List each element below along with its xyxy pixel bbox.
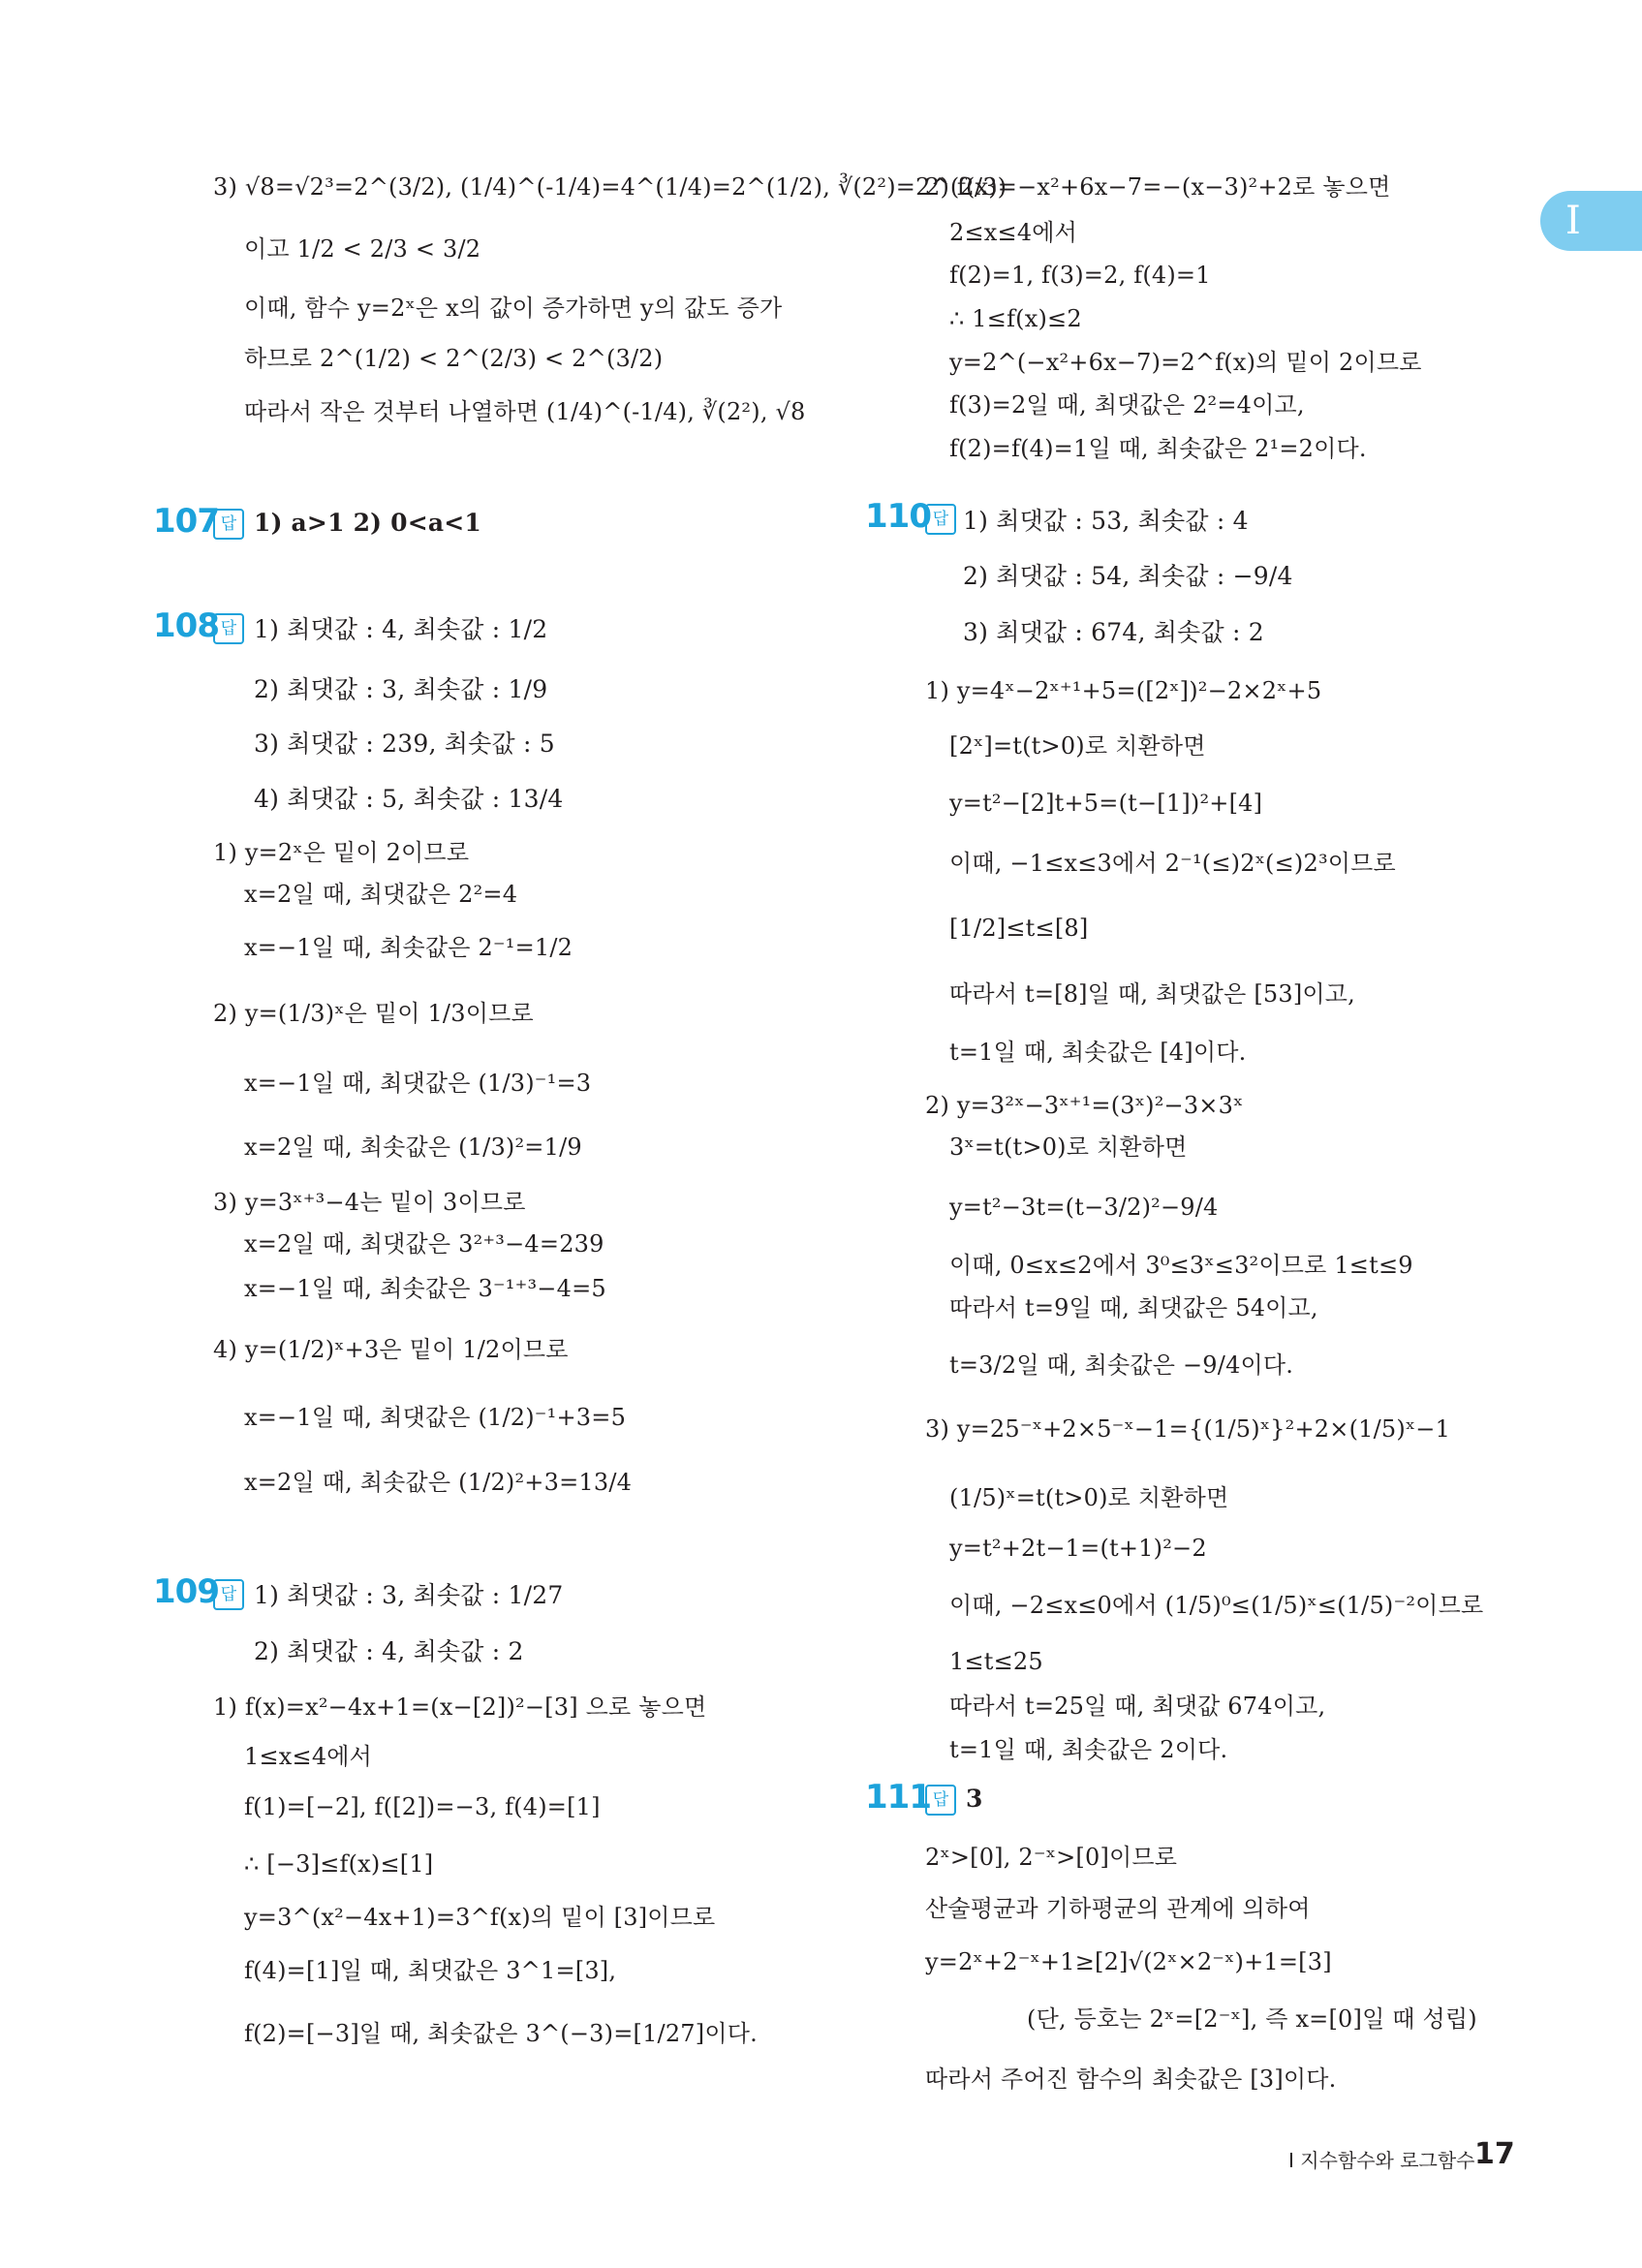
left-line: 2) y=(1/3)ˣ은 밑이 1/3이므로 [213, 1000, 534, 1027]
left-line: x=2일 때, 최솟값은 (1/3)²=1/9 [244, 1134, 582, 1161]
left-line: 3) √8=√2³=2^(3/2), (1/4)^(-1/4)=4^(1/4)=2^(1/2), ∛(2²)=2^(2/3) [213, 173, 1007, 201]
answer-badge: 답 [925, 1785, 956, 1816]
answer-badge: 답 [213, 613, 244, 644]
right-line: 따라서 주어진 함수의 최솟값은 [3]이다. [925, 2066, 1337, 2093]
right-line: 2) y=3²ˣ−3ˣ⁺¹=(3ˣ)²−3×3ˣ [925, 1092, 1244, 1119]
left-line: x=2일 때, 최댓값은 3²⁺³−4=239 [244, 1230, 604, 1258]
right-line: y=2ˣ+2⁻ˣ+1≥[2]√(2ˣ×2⁻ˣ)+1=[3] [925, 1948, 1332, 1975]
left-line: ∴ [−3]≤f(x)≤[1] [244, 1850, 434, 1878]
right-line: 따라서 t=[8]일 때, 최댓값은 [53]이고, [949, 980, 1356, 1008]
footer-section: I 지수함수와 로그함수 [1288, 2149, 1475, 2172]
right-line: 산술평균과 기하평균의 관계에 의하여 [925, 1895, 1311, 1922]
left-line: 1) f(x)=x²−4x+1=(x−[2])²−[3] 으로 놓으면 [213, 1693, 707, 1721]
right-line: 따라서 t=9일 때, 최댓값은 54이고, [949, 1294, 1318, 1321]
right-line: t=1일 때, 최솟값은 [4]이다. [949, 1039, 1247, 1066]
left-line: 3) 최댓값 : 239, 최솟값 : 5 [254, 730, 555, 758]
left-line: x=2일 때, 최댓값은 2²=4 [244, 881, 518, 908]
page-number: 17 [1474, 2137, 1515, 2171]
left-line: 1) 최댓값 : 3, 최솟값 : 1/27 [254, 1581, 564, 1609]
left-line: f(2)=[−3]일 때, 최솟값은 3^(−3)=[1/27]이다. [244, 2020, 758, 2047]
right-line: f(2)=1, f(3)=2, f(4)=1 [949, 262, 1211, 289]
left-line: 3) y=3ˣ⁺³−4는 밑이 3이므로 [213, 1189, 526, 1216]
left-line: 1) y=2ˣ은 밑이 2이므로 [213, 839, 470, 866]
left-line: 2) 최댓값 : 3, 최솟값 : 1/9 [254, 675, 548, 703]
left-line: x=−1일 때, 최솟값은 3⁻¹⁺³−4=5 [244, 1275, 606, 1302]
right-line: y=t²+2t−1=(t+1)²−2 [949, 1535, 1207, 1562]
left-line: y=3^(x²−4x+1)=3^f(x)의 밑이 [3]이므로 [244, 1904, 716, 1931]
right-line: 이때, −2≤x≤0에서 (1/5)⁰≤(1/5)ˣ≤(1/5)⁻²이므로 [949, 1592, 1484, 1619]
left-line: 하므로 2^(1/2) < 2^(2/3) < 2^(3/2) [244, 345, 664, 372]
right-line: ∴ 1≤f(x)≤2 [949, 305, 1082, 332]
right-line: 1) y=4ˣ−2ˣ⁺¹+5=([2ˣ])²−2×2ˣ+5 [925, 677, 1322, 704]
question-number: 108 [153, 606, 219, 645]
right-line: 1) 최댓값 : 53, 최솟값 : 4 [963, 507, 1249, 535]
right-line: 2ˣ>[0], 2⁻ˣ>[0]이므로 [925, 1844, 1178, 1871]
right-line: y=t²−[2]t+5=(t−[1])²+[4] [949, 790, 1263, 817]
left-line: f(1)=[−2], f([2])=−3, f(4)=[1] [244, 1793, 601, 1820]
answer-badge: 답 [925, 504, 956, 535]
left-line: 따라서 작은 것부터 나열하면 (1/4)^(-1/4), ∛(2²), √8 [244, 398, 806, 425]
right-line: 따라서 t=25일 때, 최댓값 674이고, [949, 1693, 1326, 1720]
right-line: 2) f(x)=−x²+6x−7=−(x−3)²+2로 놓으면 [925, 173, 1391, 201]
right-line: f(3)=2일 때, 최댓값은 2²=4이고, [949, 391, 1305, 419]
right-line: t=1일 때, 최솟값은 2이다. [949, 1736, 1228, 1763]
left-line: 이고 1/2 < 2/3 < 3/2 [244, 235, 481, 263]
right-line: y=t²−3t=(t−3/2)²−9/4 [949, 1194, 1219, 1221]
question-number: 110 [865, 497, 931, 536]
right-line: [1/2]≤t≤[8] [949, 915, 1089, 942]
question-number: 111 [865, 1778, 931, 1817]
left-line: 이때, 함수 y=2ˣ은 x의 값이 증가하면 y의 값도 증가 [244, 295, 783, 322]
right-line: f(2)=f(4)=1일 때, 최솟값은 2¹=2이다. [949, 435, 1367, 462]
answer-badge: 답 [213, 509, 244, 540]
right-line: y=2^(−x²+6x−7)=2^f(x)의 밑이 2이므로 [949, 349, 1422, 376]
right-line: 2) 최댓값 : 54, 최솟값 : −9/4 [963, 562, 1293, 590]
left-line: 2) 최댓값 : 4, 최솟값 : 2 [254, 1637, 524, 1665]
left-line: 4) y=(1/2)ˣ+3은 밑이 1/2이므로 [213, 1336, 569, 1363]
right-line: 2≤x≤4에서 [949, 219, 1078, 246]
right-line: 3ˣ=t(t>0)로 치환하면 [949, 1134, 1188, 1161]
question-number: 107 [153, 502, 219, 541]
right-line: 3) y=25⁻ˣ+2×5⁻ˣ−1={(1/5)ˣ}²+2×(1/5)ˣ−1 [925, 1415, 1451, 1443]
answer-badge: 답 [213, 1579, 244, 1610]
right-line: [2ˣ]=t(t>0)로 치환하면 [949, 732, 1206, 760]
chapter-tab: I [1540, 191, 1642, 251]
question-answer: 1) a>1 2) 0<a<1 [254, 509, 481, 537]
left-line: f(4)=[1]일 때, 최댓값은 3^1=[3], [244, 1957, 617, 1984]
left-line: x=−1일 때, 최솟값은 2⁻¹=1/2 [244, 934, 573, 961]
question-number: 109 [153, 1572, 219, 1611]
right-line: (단, 등호는 2ˣ=[2⁻ˣ], 즉 x=[0]일 때 성립) [1027, 2005, 1477, 2033]
right-line: (1/5)ˣ=t(t>0)로 치환하면 [949, 1484, 1229, 1511]
left-line: x=−1일 때, 최댓값은 (1/3)⁻¹=3 [244, 1070, 592, 1097]
question-answer: 3 [966, 1785, 983, 1813]
right-line: t=3/2일 때, 최솟값은 −9/4이다. [949, 1351, 1294, 1379]
right-line: 1≤t≤25 [949, 1648, 1043, 1675]
left-line: x=−1일 때, 최댓값은 (1/2)⁻¹+3=5 [244, 1404, 627, 1431]
left-line: 1) 최댓값 : 4, 최솟값 : 1/2 [254, 615, 548, 643]
right-line: 3) 최댓값 : 674, 최솟값 : 2 [963, 618, 1264, 646]
left-line: x=2일 때, 최솟값은 (1/2)²+3=13/4 [244, 1469, 633, 1496]
left-line: 4) 최댓값 : 5, 최솟값 : 13/4 [254, 785, 564, 813]
right-line: 이때, −1≤x≤3에서 2⁻¹(≤)2ˣ(≤)2³이므로 [949, 850, 1396, 877]
right-line: 이때, 0≤x≤2에서 3⁰≤3ˣ≤3²이므로 1≤t≤9 [949, 1252, 1413, 1279]
left-line: 1≤x≤4에서 [244, 1743, 373, 1770]
